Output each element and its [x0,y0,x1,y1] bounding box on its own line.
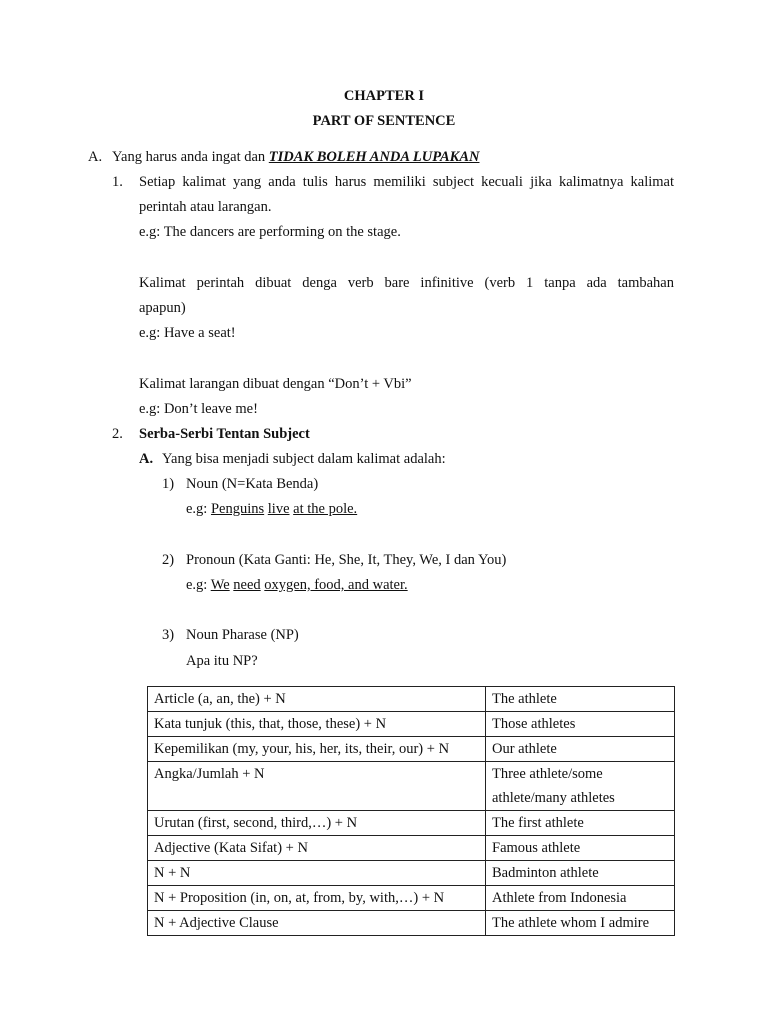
item-1-number: 1. [112,174,123,190]
table-cell-example: The first athlete [486,811,675,836]
table-cell-example: The athlete whom I admire [486,911,675,936]
table-cell-example: Our athlete [486,737,675,762]
pronoun-example-object: oxygen, food, and water. [264,577,408,593]
np-label: Noun Pharase (NP) [186,627,299,643]
pronoun-example-verb: need [233,577,261,593]
table-cell-example: Badminton athlete [486,861,675,886]
table-cell-example: Those athletes [486,712,675,737]
item-2-number: 2. [112,426,123,442]
noun-example-complement: at the pole. [293,501,358,517]
larangan-example: e.g: Don’t leave me! [139,401,258,417]
table-cell-pattern: N + N [148,861,486,886]
table-cell-pattern: Urutan (first, second, third,…) + N [148,811,486,836]
table-row [148,687,675,712]
sub-a-text: Yang bisa menjadi subject dalam kalimat adalah: [162,451,446,467]
section-a-heading [112,148,479,166]
item-1-line-1: Setiap kalimat yang anda tulis harus memiliki subject kecuali jika kalimatnya kalimat [139,174,674,190]
table-cell-pattern: Adjective (Kata Sifat) + N [148,836,486,861]
perintah-line-1: Kalimat perintah dibuat denga verb bare infinitive (verb 1 tanpa ada tambahan [139,275,674,291]
table-cell-pattern: Article (a, an, the) + N [148,687,486,712]
table-cell-pattern: Angka/Jumlah + N [148,762,486,811]
noun-label: Noun (N=Kata Benda) [186,476,319,492]
section-a-marker: A. [88,149,103,165]
pronoun-label: Pronoun (Kata Ganti: He, She, It, They, We, I dan You) [186,552,507,568]
table-row [148,861,675,886]
larangan-line: Kalimat larangan dibuat dengan “Don’t + Vbi” [139,376,412,392]
noun-number: 1) [162,476,175,492]
noun-phrase-table [147,686,675,936]
table-row [148,762,675,811]
table-row [148,911,675,936]
table-row [148,811,675,836]
table-row [148,712,675,737]
pronoun-number: 2) [162,552,175,568]
table-row [148,886,675,911]
noun-example-subject: Penguins [210,501,265,517]
perintah-line-2: apapun) [139,300,186,316]
table-cell-example: Famous athlete [486,836,675,861]
noun-example-prefix: e.g: [186,501,211,517]
pronoun-example-prefix: e.g: [186,577,211,593]
table-cell-example: The athlete [486,687,675,712]
pronoun-example [186,576,408,594]
item-1-line-2: perintah atau larangan. [139,199,272,215]
table-row [148,737,675,762]
noun-example [186,500,357,518]
section-a-emphasis: TIDAK BOLEH ANDA LUPAKAN [268,149,480,165]
chapter-heading: CHAPTER I [343,88,425,104]
sub-a-marker: A. [139,451,154,467]
np-question: Apa itu NP? [186,653,258,669]
table-cell-example: Three athlete/some athlete/many athletes [486,762,675,811]
noun-example-verb: live [267,501,290,517]
table-cell-pattern: Kata tunjuk (this, that, those, these) + N [148,712,486,737]
table-cell-pattern: N + Adjective Clause [148,911,486,936]
table-cell-pattern: Kepemilikan (my, your, his, her, its, their, our) + N [148,737,486,762]
np-number: 3) [162,627,175,643]
table-row [148,836,675,861]
section-a-text: Yang harus anda ingat dan [112,149,269,165]
table-cell-pattern: N + Proposition (in, on, at, from, by, with,…) + N [148,886,486,911]
item-1-example-1: e.g: The dancers are performing on the stage. [139,224,401,240]
pronoun-example-subject: We [210,577,230,593]
table-cell-example: Athlete from Indonesia [486,886,675,911]
item-2-heading: Serba-Serbi Tentan Subject [139,426,310,442]
perintah-example: e.g: Have a seat! [139,325,236,341]
chapter-title: PART OF SENTENCE [312,113,456,129]
